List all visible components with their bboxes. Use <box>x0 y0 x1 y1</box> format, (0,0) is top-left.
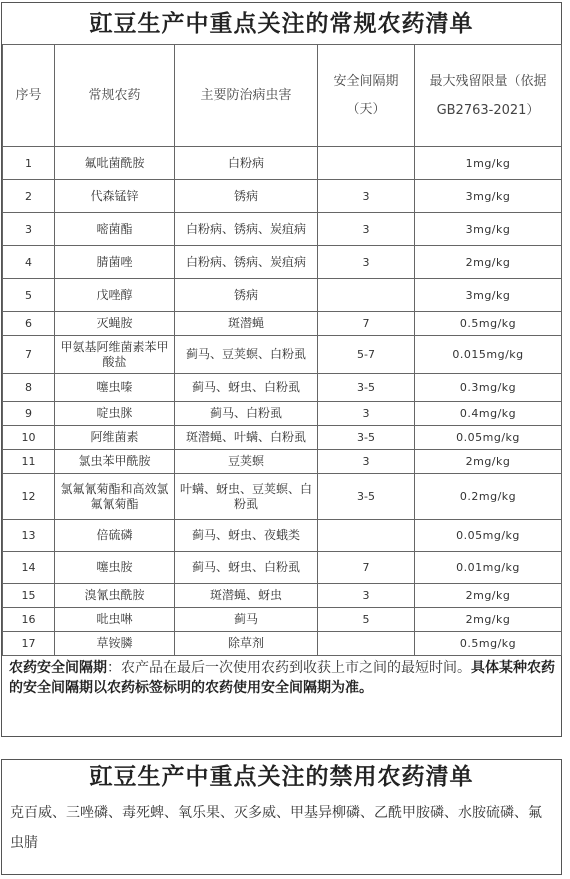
cell-pesticide: 戊唑醇 <box>55 279 175 312</box>
cell-mrl: 0.05mg/kg <box>415 520 562 552</box>
cell-interval: 3-5 <box>318 374 415 402</box>
cell-mrl: 0.015mg/kg <box>415 336 562 374</box>
cell-targets: 蓟马 <box>175 608 318 632</box>
banned-pesticide-list: 克百威、三唑磷、毒死蜱、氧乐果、灭多威、甲基异柳磷、乙酰甲胺磷、水胺硫磷、氟虫腈 <box>10 805 542 851</box>
cell-targets: 斑潜蝇、叶螨、白粉虱 <box>175 426 318 450</box>
cell-pesticide: 甲氨基阿维菌素苯甲酸盐 <box>55 336 175 374</box>
cell-no: 13 <box>3 520 55 552</box>
cell-targets: 豆荚螟 <box>175 450 318 474</box>
table-header-row <box>3 45 562 147</box>
table-row <box>3 147 562 180</box>
banned-pesticide-panel <box>1 759 562 875</box>
cell-pesticide: 氟吡菌酰胺 <box>55 147 175 180</box>
cell-targets: 锈病 <box>175 279 318 312</box>
header-mrl: 最大残留限量（依据GB2763-2021） <box>415 45 562 147</box>
cell-no: 2 <box>3 180 55 213</box>
table-row <box>3 520 562 552</box>
cell-targets: 锈病 <box>175 180 318 213</box>
cell-no: 3 <box>3 213 55 246</box>
table-row <box>3 312 562 336</box>
cell-mrl: 0.05mg/kg <box>415 426 562 450</box>
cell-no: 9 <box>3 402 55 426</box>
common-pesticide-title: 豇豆生产中重点关注的常规农药清单 <box>89 10 474 37</box>
cell-targets: 蓟马、蚜虫、白粉虱 <box>175 552 318 584</box>
cell-mrl: 3mg/kg <box>415 180 562 213</box>
cell-no: 6 <box>3 312 55 336</box>
cell-targets: 蓟马、蚜虫、夜蛾类 <box>175 520 318 552</box>
cell-no: 16 <box>3 608 55 632</box>
cell-mrl: 2mg/kg <box>415 450 562 474</box>
header-interval: 安全间隔期（天） <box>318 45 415 147</box>
cell-pesticide: 啶虫脒 <box>55 402 175 426</box>
cell-interval: 3-5 <box>318 474 415 520</box>
note-definition: ：农产品在最后一次使用农药到收获上市之间的最短时间。 <box>107 660 471 676</box>
cell-pesticide: 草铵膦 <box>55 632 175 656</box>
cell-mrl: 0.2mg/kg <box>415 474 562 520</box>
cell-mrl: 0.3mg/kg <box>415 374 562 402</box>
cell-no: 17 <box>3 632 55 656</box>
table-row <box>3 402 562 426</box>
cell-interval: 3 <box>318 450 415 474</box>
common-pesticide-panel <box>1 2 562 737</box>
cell-pesticide: 阿维菌素 <box>55 426 175 450</box>
cell-pesticide: 灭蝇胺 <box>55 312 175 336</box>
table-row <box>3 374 562 402</box>
table-row <box>3 279 562 312</box>
cell-targets: 白粉病、锈病、炭疽病 <box>175 246 318 279</box>
cell-no: 14 <box>3 552 55 584</box>
cell-targets: 除草剂 <box>175 632 318 656</box>
cell-interval: 7 <box>318 312 415 336</box>
cell-interval: 3 <box>318 180 415 213</box>
common-pesticide-table <box>2 44 562 656</box>
table-row <box>3 246 562 279</box>
cell-no: 10 <box>3 426 55 450</box>
cell-mrl: 2mg/kg <box>415 608 562 632</box>
cell-no: 4 <box>3 246 55 279</box>
cell-targets: 蓟马、白粉虱 <box>175 402 318 426</box>
header-no: 序号 <box>3 45 55 147</box>
cell-mrl: 0.01mg/kg <box>415 552 562 584</box>
cell-pesticide: 溴氰虫酰胺 <box>55 584 175 608</box>
table-row <box>3 474 562 520</box>
cell-mrl: 0.5mg/kg <box>415 632 562 656</box>
cell-pesticide: 氯虫苯甲酰胺 <box>55 450 175 474</box>
cell-interval: 3 <box>318 246 415 279</box>
cell-targets: 叶螨、蚜虫、豆荚螟、白粉虱 <box>175 474 318 520</box>
cell-interval <box>318 279 415 312</box>
cell-mrl: 0.4mg/kg <box>415 402 562 426</box>
cell-targets: 斑潜蝇 <box>175 312 318 336</box>
cell-pesticide: 代森锰锌 <box>55 180 175 213</box>
table-row <box>3 450 562 474</box>
cell-interval: 7 <box>318 552 415 584</box>
table-row <box>3 632 562 656</box>
cell-interval: 5 <box>318 608 415 632</box>
cell-no: 15 <box>3 584 55 608</box>
cell-interval: 3-5 <box>318 426 415 450</box>
cell-pesticide: 倍硫磷 <box>55 520 175 552</box>
cell-no: 11 <box>3 450 55 474</box>
table-row <box>3 213 562 246</box>
cell-pesticide: 噻虫嗪 <box>55 374 175 402</box>
cell-targets: 白粉病、锈病、炭疽病 <box>175 213 318 246</box>
note-term: 农药安全间隔期 <box>9 660 107 676</box>
cell-interval <box>318 520 415 552</box>
table-row <box>3 426 562 450</box>
cell-interval: 3 <box>318 584 415 608</box>
cell-mrl: 2mg/kg <box>415 584 562 608</box>
table-row <box>3 336 562 374</box>
cell-interval: 3 <box>318 213 415 246</box>
cell-interval: 3 <box>318 402 415 426</box>
cell-targets: 斑潜蝇、蚜虫 <box>175 584 318 608</box>
note-emphasis: 具体某种农药的安全间隔期以农药标签标明的农药使用安全间隔期为准。 <box>9 660 555 696</box>
cell-pesticide: 噻虫胺 <box>55 552 175 584</box>
header-targets: 主要防治病虫害 <box>175 45 318 147</box>
table-row <box>3 584 562 608</box>
cell-targets: 蓟马、豆荚螟、白粉虱 <box>175 336 318 374</box>
cell-mrl: 2mg/kg <box>415 246 562 279</box>
safety-interval-note <box>9 658 555 698</box>
header-pesticide: 常规农药 <box>55 45 175 147</box>
cell-no: 5 <box>3 279 55 312</box>
cell-pesticide: 腈菌唑 <box>55 246 175 279</box>
cell-no: 12 <box>3 474 55 520</box>
cell-pesticide: 氯氟氰菊酯和高效氯氟氰菊酯 <box>55 474 175 520</box>
cell-pesticide: 吡虫啉 <box>55 608 175 632</box>
cell-mrl: 1mg/kg <box>415 147 562 180</box>
cell-interval <box>318 147 415 180</box>
cell-no: 8 <box>3 374 55 402</box>
table-row <box>3 180 562 213</box>
cell-pesticide: 嘧菌酯 <box>55 213 175 246</box>
cell-no: 7 <box>3 336 55 374</box>
cell-targets: 白粉病 <box>175 147 318 180</box>
cell-interval <box>318 632 415 656</box>
table-row <box>3 552 562 584</box>
cell-mrl: 3mg/kg <box>415 213 562 246</box>
banned-pesticide-title: 豇豆生产中重点关注的禁用农药清单 <box>89 763 474 790</box>
cell-interval: 5-7 <box>318 336 415 374</box>
cell-targets: 蓟马、蚜虫、白粉虱 <box>175 374 318 402</box>
cell-mrl: 0.5mg/kg <box>415 312 562 336</box>
table-row <box>3 608 562 632</box>
cell-mrl: 3mg/kg <box>415 279 562 312</box>
cell-no: 1 <box>3 147 55 180</box>
